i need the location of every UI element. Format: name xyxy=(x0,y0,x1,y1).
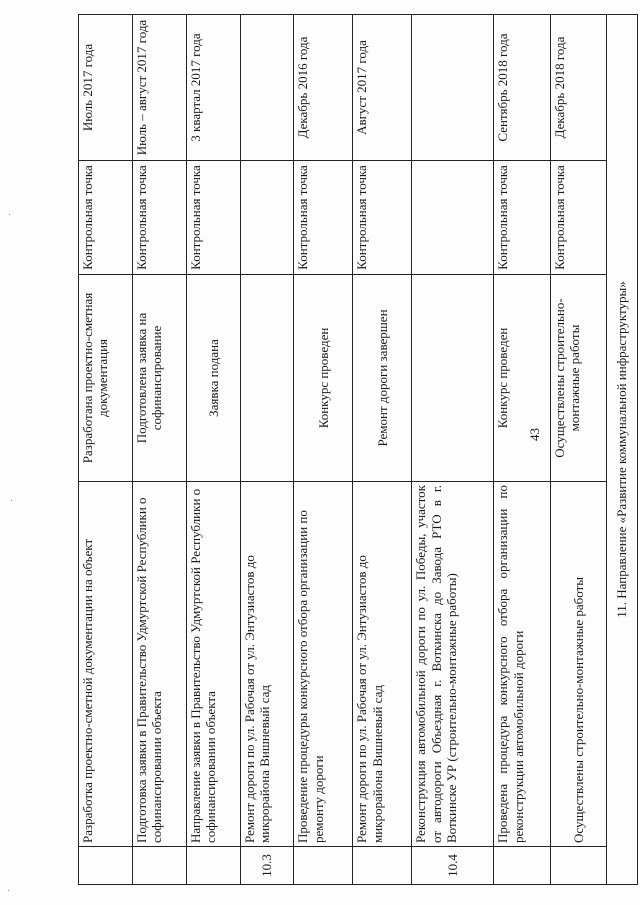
scan-speck xyxy=(11,500,12,501)
result-cell: Осуществлены строительно-монтажные работы xyxy=(550,275,606,482)
event-cell: Проведение процедуры конкурсного отбора организации по ремонту дороги xyxy=(294,482,353,847)
result-cell: Конкурс проведен xyxy=(494,275,550,482)
date-cell: Декабрь 2018 года xyxy=(550,15,606,161)
row-number xyxy=(494,847,550,885)
plan-table xyxy=(78,14,638,885)
table-row xyxy=(240,15,294,885)
result-cell: Разработана проектно-сметная документация xyxy=(79,275,133,482)
event-cell: Направление заявки в Правительство Удмуртской Республики о софинансировании объекта xyxy=(186,482,240,847)
type-cell: Контрольная точка xyxy=(132,161,186,275)
row-number xyxy=(353,847,412,885)
scan-speck xyxy=(9,214,10,215)
event-cell: Ремонт дороги по ул. Рабочая от ул. Энтузиастов до микрорайона Вишневый сад xyxy=(353,482,412,847)
date-cell: Август 2017 года xyxy=(353,15,412,161)
event-cell: Реконструкция автомобильной дороги по ул. Победы, участок от автодороги Объездная г. Воткинска до Завода РТО в г. Воткинске УР (строительно-монтажные работы) xyxy=(412,482,494,847)
result-cell: Ремонт дороги завершен xyxy=(353,275,412,482)
type-cell: Контрольная точка xyxy=(186,161,240,275)
event-cell: Подготовка заявки в Правительство Удмуртской Республики о софинансировании объекта xyxy=(132,482,186,847)
section-row xyxy=(607,15,638,885)
event-cell: Разработка проектно-сметной документации на объект xyxy=(79,482,133,847)
date-cell: Июль – август 2017 года xyxy=(132,15,186,161)
type-cell: Контрольная точка xyxy=(550,161,606,275)
date-cell: Сентябрь 2018 года xyxy=(494,15,550,161)
table-row xyxy=(412,15,494,885)
row-number xyxy=(132,847,186,885)
row-number xyxy=(79,847,133,885)
result-cell xyxy=(412,275,494,482)
event-cell: Осуществлены строительно-монтажные работы xyxy=(550,482,606,847)
rotated-table-container xyxy=(78,15,638,885)
page-number: 43 xyxy=(527,428,542,441)
section-heading: 11. Направление «Развитие коммунальной инфраструктуры» xyxy=(607,15,638,885)
table-row xyxy=(494,15,550,885)
row-number xyxy=(294,847,353,885)
result-cell: Заявка подана xyxy=(186,275,240,482)
row-number: 10.3 xyxy=(240,847,294,885)
type-cell: Контрольная точка xyxy=(353,161,412,275)
scan-speck xyxy=(8,890,9,891)
type-cell: Контрольная точка xyxy=(79,161,133,275)
event-cell: Ремонт дороги по ул. Рабочая от ул. Энтузиастов до микрорайона Вишневый сад xyxy=(240,482,294,847)
type-cell xyxy=(240,161,294,275)
table-row xyxy=(79,15,133,885)
result-cell: Подготовлена заявка на софинансирование xyxy=(132,275,186,482)
date-cell: Июль 2017 года xyxy=(79,15,133,161)
row-number xyxy=(186,847,240,885)
table-row xyxy=(550,15,606,885)
type-cell: Контрольная точка xyxy=(494,161,550,275)
result-cell xyxy=(240,275,294,482)
type-cell: Контрольная точка xyxy=(294,161,353,275)
date-cell xyxy=(412,15,494,161)
type-cell xyxy=(412,161,494,275)
result-cell: Конкурс проведен xyxy=(294,275,353,482)
event-cell: Проведена процедура конкурсного отбора организации по реконструкции автомобильной дороги xyxy=(494,482,550,847)
date-cell: 3 квартал 2017 года xyxy=(186,15,240,161)
table-row xyxy=(294,15,353,885)
table-row xyxy=(353,15,412,885)
date-cell xyxy=(240,15,294,161)
date-cell: Декабрь 2016 года xyxy=(294,15,353,161)
row-number: 10.4 xyxy=(412,847,494,885)
table-row xyxy=(186,15,240,885)
row-number xyxy=(550,847,606,885)
table-row xyxy=(132,15,186,885)
